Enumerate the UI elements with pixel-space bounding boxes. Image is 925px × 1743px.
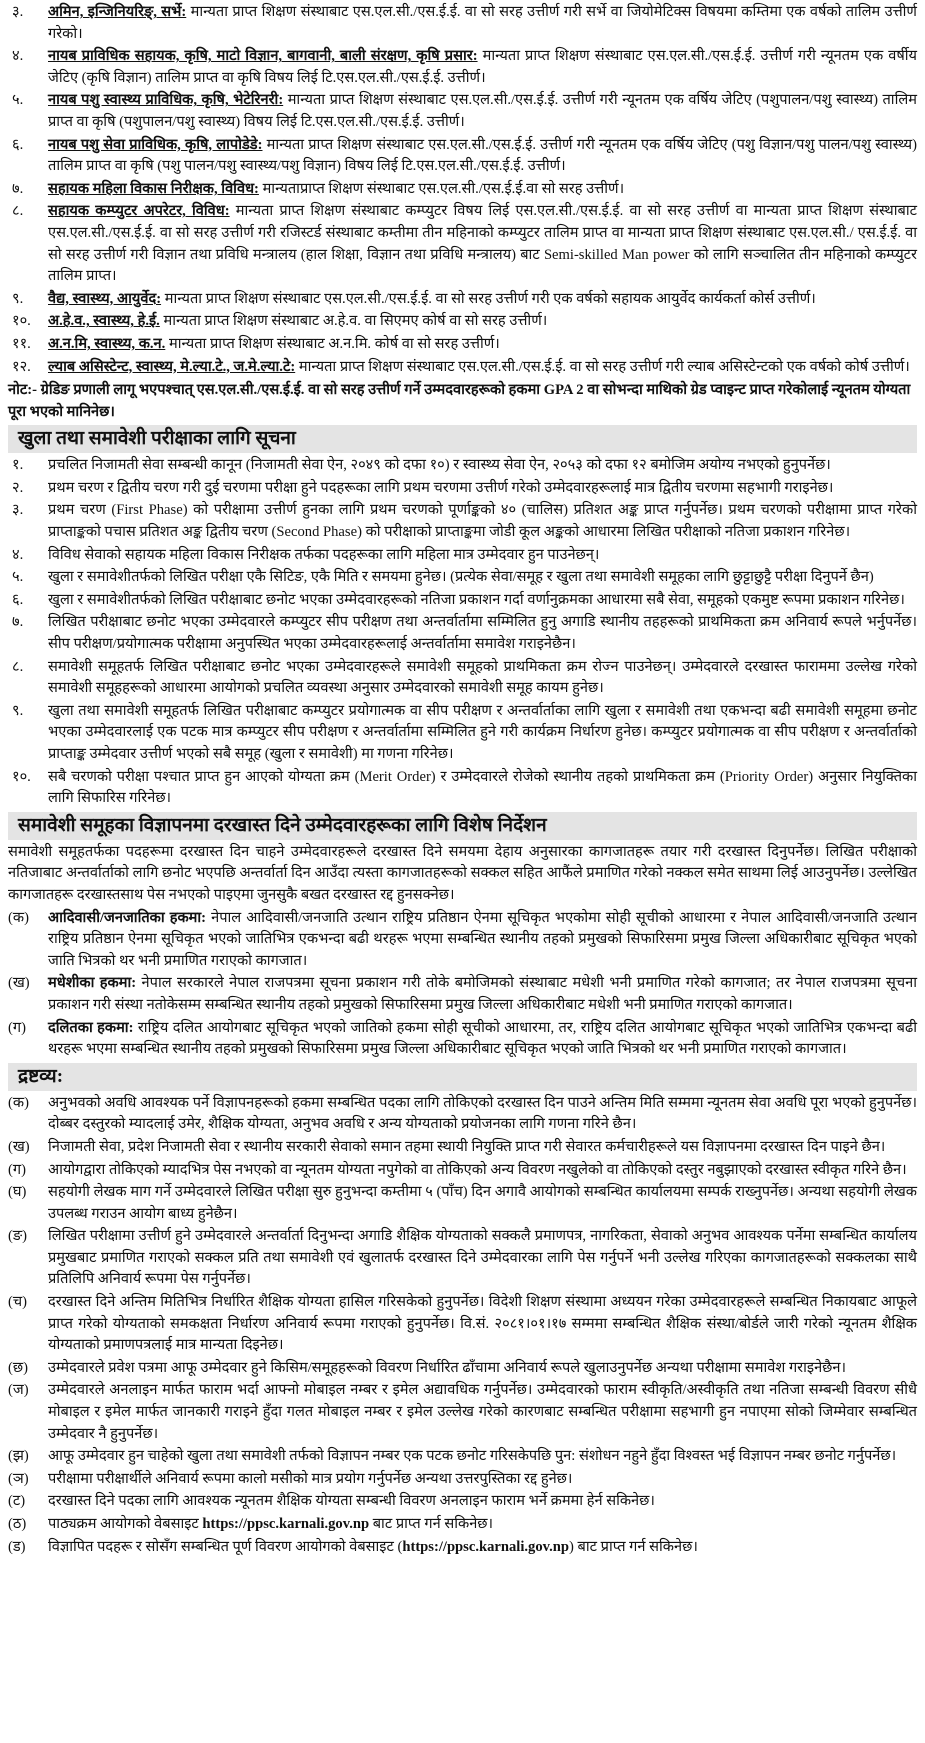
list-item — [8, 1018, 917, 1061]
item-body: पाठ्यक्रम आयोगको वेबसाइट — [48, 1516, 203, 1532]
item-number: (ग) — [8, 1161, 26, 1178]
item-body-end: ) बाट प्राप्त गर्न सकिनेछ। — [569, 1538, 698, 1555]
item-text — [48, 357, 917, 379]
item-title: सहायक महिला विकास निरीक्षक, विविध: — [48, 180, 259, 197]
item-body: विविध सेवाको सहायक महिला विकास निरीक्षक तर्फका पदहरूका लागि महिला मात्र उम्मेदवार हुन पाउनेछन्। — [48, 546, 600, 563]
item-body: खुला र समावेशीतर्फको लिखित परीक्षा एकै सिटिङ, एकै मिति र समयमा हुनेछ। (प्रत्येक सेवा/समूह र खुला तथा समावेशी समूहका लागि छुट्टाछुट्टै परीक्षा दिनुपर्ने छैन) — [48, 569, 874, 586]
list-item — [8, 612, 917, 655]
item-body: खुला तथा समावेशी समूहतर्फ लिखित परीक्षाबाट कम्प्युटर प्रयोगात्मक वा सीप परीक्षण र अन्तर्वार्ताका लागि खुला र समावेशी तथा एकभन्दा बढी समावेशी समूहमा छनोट भएका उम्मेदवारलाई एक पटक मात्र कम्प्युटर सीप परीक्षण र अन्तर्वार्तामा सम्मिलित हुने गरी कार्यक्रम निर्धारण हुनेछ। कम्प्युटर प्रयोगात्मक वा सीप परीक्षण र अन्तर्वार्ताको प्राप्ताङ्क उम्मेदवार उत्तीर्ण भएको सबै समूह (खुला र समावेशी) मा गणना गरिनेछ। — [48, 702, 917, 762]
item-number: ८. — [12, 203, 24, 220]
item-text — [48, 767, 917, 810]
list-item — [8, 1491, 917, 1513]
inclusive-intro: समावेशी समूहतर्फका पदहरूमा दरखास्त दिन चाहने उम्मेदवारहरूले दरखास्त दिने समयमा देहाय अनुसारका कागजातहरू तयार गरी दरखास्त दिनुपर्नेछ। लिखित परीक्षाको नतिजाबाट अन्तर्वार्ताको लागि छनोट भएपछि अन्तर्वार्ता दिन आउँदा त्यस्ता कागजातहरूको सक्कल सहित आफैंले प्रमाणित गरेको नक्कल समेत साथमा लिई आउनुपर्नेछ। उल्लेखित कागजातहरू दरखास्तसाथ पेस नभएको पाइएमा जुनसुकै बखत दरखास्त रद्द हुनसक्नेछ। — [8, 843, 917, 903]
item-title: ल्याब असिस्टेन्ट, स्वास्थ्य, मे.ल्या.टे., ज.मे.ल्या.टे: — [48, 358, 296, 375]
list-item — [8, 545, 917, 567]
list-item — [8, 1469, 917, 1491]
item-body: आफू उम्मेदवार हुन चाहेको खुला तथा समावेशी तर्फको विज्ञापन नम्बर एक पटक छनोट गरिसकेपछि पुन: संशोधन नहुने हुँदा विश्वस्त भई विज्ञापन नम्बर छनोट गर्नुपर्नेछ। — [48, 1448, 897, 1465]
item-title: सहायक कम्प्युटर अपरेटर, विविध: — [48, 203, 230, 220]
item-number: (ज) — [8, 1382, 29, 1399]
open-inclusive-list — [8, 455, 917, 810]
website-link[interactable]: https://ppsc.karnali.gov.np — [202, 1516, 370, 1532]
item-text — [48, 46, 917, 89]
item-title: वैद्य, स्वास्थ्य, आयुर्वेद: — [48, 290, 162, 307]
grading-note: नोट:- ग्रेडिङ प्रणाली लागू भएपश्चात् एस.एल.सी./एस.ई.ई. वा सो सरह उत्तीर्ण गर्ने उम्मदवारहरूको हकमा GPA 2 वा सोभन्दा माथिको ग्रेड प्वाइन्ट प्राप्त गरेकोलाई न्यूनतम योग्यता पूरा भएको मानिनेछ। — [8, 382, 911, 420]
list-item — [8, 90, 917, 133]
item-number: (ङ) — [8, 1228, 28, 1245]
item-text — [48, 1292, 917, 1357]
item-number: ७. — [12, 614, 24, 631]
list-item — [8, 1446, 917, 1468]
item-title: आदिवासी/जनजातिका हकमा: — [48, 909, 207, 926]
item-text — [48, 90, 917, 133]
item-body: मान्यता प्राप्त शिक्षण संस्थाबाट एस.एल.सी./एस.ई.ई. उत्तीर्ण गरी न्यूनतम एक वर्षिय जेटिए (पशु विज्ञान/पशु पालन/पशु स्वास्थ्य) तालिम प्राप्त वा कृषि (पशु पालन/पशु स्वास्थ्य/पशु विज्ञान) विषय लिई टि.एस.एल.सी./एस.ई.ई. उत्तीर्ण। — [48, 136, 917, 175]
item-body: सहयोगी लेखक माग गर्ने उम्मेदवारले लिखित परीक्षा सुरु हुनुभन्दा कम्तीमा ५ (पाँच) दिन अगावै आयोगको सम्बन्धित कार्यालयमा सम्पर्क राख्नुपर्नेछ। अन्यथा सहयोगी लेखक उपलब्ध गराउन आयोग बाध्य हुनेछैन। — [48, 1184, 917, 1222]
item-body: लिखित परीक्षाबाट छनोट भएका उम्मेदवारले कम्प्युटर सीप परीक्षण तथा अन्तर्वार्तामा सम्मिलित हुनु अगाडि स्थानीय तहहरूको प्राथमिकता क्रम अनिवार्य रूपले भर्नुपर्नेछ। सीप परीक्षण/प्रयोगात्मक परीक्षामा अनुपस्थित भएका उम्मेदवारहरूलाई अन्तर्वार्तामा समावेश गराइनेछैन। — [48, 614, 917, 653]
item-text — [48, 1093, 917, 1136]
item-body: मान्यता प्राप्त शिक्षण संस्थाबाट एस.एल.सी./एस.ई.ई. उत्तीर्ण गरी न्यूनतम एक वर्षिय जेटिए (पशुपालन/पशु स्वास्थ्य) तालिम प्राप्त वा कृषि (पशुपालन/पशु स्वास्थ्य) विषय लिई टि.एस.एल.सी./एस.ई.ई. उत्तीर्ण। — [48, 92, 917, 130]
item-body: दरखास्त दिने पदका लागि आवश्यक न्यूनतम शैक्षिक योग्यता सम्बन्धी विवरण अनलाइन फाराम भर्ने क्रममा हेर्न सकिनेछ। — [48, 1493, 655, 1510]
list-item — [8, 201, 917, 287]
item-text — [48, 500, 917, 543]
item-text — [48, 478, 917, 500]
item-text — [48, 179, 917, 201]
item-number: १. — [12, 457, 24, 474]
item-text — [48, 1491, 917, 1513]
item-body: मान्यता प्राप्त शिक्षण संस्थाबाट एस.एल.सी./एस.ई.ई. उत्तीर्ण गरी न्यूनतम एक वर्षीय जेटिए (कृषि विज्ञान) तालिम प्राप्त वा कृषि विषय लिई टि.एस.एल.सी./एस.ई.ई. उत्तीर्ण। — [48, 48, 917, 86]
item-number: (छ) — [8, 1359, 28, 1376]
item-body: नेपाल सरकारले नेपाल राजपत्रमा सूचना प्रकाशन गरी तोके बमोजिमको संस्थाबाट मधेशी भनी प्रमाणित गरेको कागजात; तर नेपाल राजपत्रमा सूचना प्रकाशन गरी संस्था नतोकेसम्म सम्बन्धित स्थानीय तहको प्रमुखको सिफारिसमा प्रमुख जिल्ला अधिकारीबाट मधेशी भनी प्रमाणित गराएको कागजात। — [48, 975, 917, 1013]
item-number: ९. — [12, 702, 24, 719]
item-text — [48, 973, 917, 1016]
list-item — [8, 767, 917, 810]
item-body: आयोगद्वारा तोकिएको म्यादभित्र पेस नभएको वा न्यूनतम योग्यता नपुगेको वा तोकिएको अन्य विवरण नखुलेको वा तोकिएको दस्तुर नबुझाएको दरखास्त स्वीकृत गरिने छैन। — [48, 1161, 907, 1178]
item-body: सबै चरणको परीक्षा पश्चात प्राप्त हुन आएको योग्यता क्रम (Merit Order) र उम्मेदवारले रोजेको स्थानीय तहको प्राथमिकता क्रम (Priority Order) अनुसार नियुक्तिका लागि सिफारिस गरिनेछ। — [48, 768, 917, 807]
item-title: नायब पशु सेवा प्राविधिक, कृषि, लापोडेडे: — [48, 136, 263, 153]
item-number: ७. — [12, 180, 24, 197]
item-number: ६. — [12, 591, 24, 608]
list-item — [8, 657, 917, 700]
item-number: (ड) — [8, 1538, 26, 1555]
item-number: (च) — [8, 1294, 27, 1311]
item-title: अ.न.मि, स्वास्थ्य, क.न. — [48, 335, 166, 352]
item-number: १०. — [12, 313, 31, 330]
item-text — [48, 289, 917, 311]
item-number: (क) — [8, 1094, 29, 1111]
notes-list — [8, 1093, 917, 1558]
item-number: (झ) — [8, 1448, 29, 1465]
item-body: राष्ट्रिय दलित आयोगबाट सूचिकृत भएको जातिको हकमा सोही सूचीको आधारमा, तर, राष्ट्रिय दलित आयोगबाट सूचिकृत भएको जातिभित्र एकभन्दा बढी थरहरू भएमा सम्बन्धित स्थानीय तहको प्रमुखको सिफारिसमा प्रमुख जिल्ला अधिकारीबाट सूचिकृत भएको जाति भित्रको थर भनी प्रमाणित गराएको कागजात। — [48, 1019, 917, 1058]
item-number: (घ) — [8, 1184, 27, 1201]
item-title: अमिन, इन्जिनियरिङ्, सर्भे: — [48, 4, 187, 20]
item-number: ५. — [12, 92, 24, 109]
list-item — [8, 46, 917, 89]
item-number: ३. — [12, 4, 24, 20]
item-number: (ठ) — [8, 1516, 27, 1532]
item-body: मान्यता प्राप्त शिक्षण संस्थाबाट एस.एल.सी./एस.ई.ई. वा सो सरह उत्तीर्ण गरी ल्याब असिस्टेन्टको एक वर्षको कोर्ष उत्तीर्ण। — [295, 358, 910, 375]
item-body: मान्यता प्राप्त शिक्षण संस्थाबाट अ.न.मि. कोर्ष वा सो सरह उत्तीर्ण। — [165, 335, 500, 352]
item-body: नेपाल आदिवासी/जनजाति उत्थान राष्ट्रिय प्रतिष्ठान ऐनमा सूचिकृत भएकोमा सोही सूचीको आधारमा र नेपाल आदिवासी/जनजाति उत्थान राष्ट्रिय प्रतिष्ठान ऐनमा सूचिकृत भएको जातिभित्र एकभन्दा बढी थरहरू भएमा सम्बन्धित स्थानीय तहको प्रमुखको सिफारिसमा प्रमुख जिल्ला अधिकारीबाट सूचिकृत भएको जाति भित्रको थर भनी प्रमाणित गराएको कागजात। — [48, 909, 918, 969]
item-text — [48, 1358, 917, 1380]
item-number: ६. — [12, 136, 24, 153]
list-item — [8, 1137, 917, 1159]
qualification-list — [8, 2, 917, 378]
item-body: उम्मेदवारले अनलाइन मार्फत फाराम भर्दा आफ्नो मोबाइल नम्बर र इमेल अद्यावधिक गर्नुपर्नेछ। उम्मेदवारको फाराम स्वीकृति/अस्वीकृति तथा नतिजा सम्बन्धी विवरण सीधै मोबाइल र इमेल मार्फत जानकारी गराइने हुँदा गलत मोबाइल नम्बर र इमेल उल्लेख गरेको कारणबाट सम्बन्धित परीक्षामा सहभागी हुन नपाएमा सोको जिम्मेवार सम्बन्धित उम्मेदवार नै हुनुपर्नेछ। — [48, 1382, 917, 1442]
list-item — [8, 1537, 917, 1559]
item-body: मान्यता प्राप्त शिक्षण संस्थाबाट एस.एल.सी./एस.ई.ई. वा सो सरह उत्तीर्ण गरी सर्भे वा जियोमेटिक्स विषयमा कम्तिमा एक वर्षको तालिम उत्तीर्ण गरेको। — [48, 4, 917, 42]
item-text — [48, 1137, 917, 1159]
item-body: खुला र समावेशीतर्फको लिखित परीक्षाबाट छनोट भएका उम्मेदवारहरूको नतिजा प्रकाशन गर्दा वर्णानुक्रमका आधारमा सबै सेवा, समूहको एकमुष्ट रूपमा प्रकाशन गरिनेछ। — [48, 591, 905, 608]
list-item — [8, 455, 917, 477]
list-item — [8, 1292, 917, 1357]
list-item — [8, 357, 917, 379]
section-notes-title: द्रष्टव्य: — [8, 1063, 917, 1091]
item-number: ४. — [12, 546, 24, 563]
list-item — [8, 179, 917, 201]
list-item — [8, 2, 917, 45]
item-body-end: बाट प्राप्त गर्न सकिनेछ। — [369, 1516, 494, 1532]
item-title: मधेशीका हकमा: — [48, 975, 137, 992]
item-body: परीक्षामा परीक्षार्थीले अनिवार्य रूपमा कालो मसीको मात्र प्रयोग गर्नुपर्नेछ अन्यथा उत्तरपुस्तिका रद्द हुनेछ। — [48, 1470, 573, 1487]
item-number: ११. — [12, 335, 31, 352]
item-text — [48, 657, 917, 700]
item-body: लिखित परीक्षामा उत्तीर्ण हुने उम्मेदवारले अन्तर्वार्ता दिनुभन्दा अगाडि शैक्षिक योग्यताको सक्कलै प्रमाणपत्र, नागरिकता, सेवाको अनुभव आवश्यक पर्नेमा सम्बन्धित कार्यालय प्रमुखबाट प्रमाणित गराएको सक्कल प्रति तथा समावेशी एवं खुलातर्फ दरखास्त दिने उम्मेदवारका लागि पेस गर्नुपर्ने भनी उल्लेख गरिएका कागजातहरूको सक्कलका साथै प्रतिलिपि अनिवार्य रूपमा पेस गर्नुपर्नेछ। — [48, 1228, 917, 1288]
item-text — [48, 1537, 917, 1559]
list-item — [8, 908, 917, 973]
list-item — [8, 1093, 917, 1136]
item-body: दरखास्त दिने अन्तिम मितिभित्र निर्धारित शैक्षिक योग्यता हासिल गरिसकेको हुनुपर्नेछ। विदेशी शिक्षण संस्थामा अध्ययन गरेका उम्मेदवारहरूले सम्बन्धित निकायबाट आफूले प्राप्त गरेको योग्यताको समकक्षता निर्धारण अनिवार्य रूपमा गराएको हुनुपर्नेछ। वि.सं. २०८१।०१।१७ सम्ममा सम्बन्धित शैक्षिक संस्था/बोर्डले जारी गरेको न्यूनतम शैक्षिक योग्यताको प्रमाणपत्रलाई मात्र मान्यता दिइनेछ। — [48, 1294, 917, 1354]
item-number: (ट) — [8, 1493, 26, 1510]
item-number: ५. — [12, 569, 24, 586]
item-body: प्रथम चरण (First Phase) को परीक्षामा उत्तीर्ण हुनका लागि प्रथम चरणको पूर्णाङ्कको ४० (चालिस) प्रतिशत अङ्क प्राप्त गर्नुपर्नेछ। प्रथम चरणको परीक्षामा प्राप्त गरेको प्राप्ताङ्कको पचास प्रतिशत अङ्क द्वितीय चरण (Second Phase) को परीक्षाको प्राप्ताङ्कमा जोडी कूल अङ्कको आधारमा लिखित परीक्षाको नतिजा प्रकाशन गरिनेछ। — [48, 502, 917, 541]
item-text — [48, 1380, 917, 1445]
list-item — [8, 567, 917, 589]
list-item — [8, 590, 917, 612]
section-inclusive-instructions-title: समावेशी समूहका विज्ञापनमा दरखास्त दिने उम्मेदवारहरूका लागि विशेष निर्देशन — [8, 812, 917, 840]
item-text — [48, 455, 917, 477]
item-text — [48, 1226, 917, 1291]
item-text — [48, 1469, 917, 1491]
item-number: (ग) — [8, 1019, 26, 1036]
item-text — [48, 2, 917, 45]
item-text — [48, 567, 917, 589]
item-text — [48, 1514, 917, 1536]
item-number: (ख) — [8, 1138, 30, 1155]
item-text — [48, 1018, 917, 1061]
item-number: (क) — [8, 909, 29, 926]
item-body: मान्यता प्राप्त शिक्षण संस्थाबाट अ.हे.व. वा सिएमए कोर्ष वा सो सरह उत्तीर्ण। — [159, 313, 548, 330]
item-body: मान्यताप्राप्त शिक्षण संस्थाबाट एस.एल.सी./एस.ई.ई.वा सो सरह उत्तीर्ण। — [258, 180, 625, 197]
item-text — [48, 1182, 917, 1225]
item-title: नायब पशु स्वास्थ्य प्राविधिक, कृषि, भेटेरिनरी: — [48, 92, 284, 109]
item-text — [48, 908, 917, 973]
list-item — [8, 289, 917, 311]
list-item — [8, 701, 917, 766]
item-title: नायब प्राविधिक सहायक, कृषि, माटो विज्ञान, बागवानी, बाली संरक्षण, कृषि प्रसार: — [48, 48, 478, 65]
item-body: मान्यता प्राप्त शिक्षण संस्थाबाट कम्प्युटर विषय लिई एस.एल.सी./एस.ई.ई. वा सो सरह उत्तीर्ण वा मान्यता प्राप्त शिक्षण संस्थाबाट एस.एल.सी./एस.ई.ई. वा सो सरह उत्तीर्ण गरी रजिस्टर्ड संस्थाबाट कम्तीमा तीन महिनाको कम्प्युटर तालिम प्राप्त वा मान्यता प्राप्त शिक्षण संस्थाबाट एस.एल.सी./ एस.ई.ई. वा सो सरह उत्तीर्ण गरी विज्ञान तथा प्रविधि मन्त्रालय (हाल शिक्षा, विज्ञान तथा प्रविधि मन्त्रालय) बाट Semi-skilled Man power को लागि सञ्चालित तीन महिनाको कम्प्युटर तालिम प्राप्त। — [48, 203, 917, 285]
item-body: निजामती सेवा, प्रदेश निजामती सेवा र स्थानीय सरकारी सेवाको समान तहमा स्थायी नियुक्ति प्राप्त गरी सेवारत कर्मचारीहरूले यस विज्ञापनमा दरखास्त दिन पाइने छैन। — [48, 1138, 886, 1155]
list-item — [8, 1380, 917, 1445]
item-text — [48, 1160, 917, 1182]
item-body: मान्यता प्राप्त शिक्षण संस्थाबाट एस.एल.सी./एस.ई.ई. वा सो सरह उत्तीर्ण गरी एक वर्षको सहायक आयुर्वेद कार्यकर्ता कोर्स उत्तीर्ण। — [161, 290, 816, 307]
item-number: २. — [12, 479, 24, 496]
item-body: प्रथम चरण र द्वितीय चरण गरी दुई चरणमा परीक्षा हुने पदहरूका लागि प्रथम चरणमा उत्तीर्ण गरेको उम्मेदवारहरूलाई मात्र द्वितीय चरणमा सहभागी गराइनेछ। — [48, 479, 834, 496]
item-number: ९. — [12, 290, 24, 307]
list-item — [8, 1182, 917, 1225]
item-title: अ.हे.व., स्वास्थ्य, हे.ई. — [48, 313, 160, 330]
list-item — [8, 973, 917, 1016]
list-item — [8, 1514, 917, 1536]
item-number: ३. — [12, 502, 24, 519]
item-text — [48, 701, 917, 766]
item-text — [48, 135, 917, 178]
list-item — [8, 478, 917, 500]
item-number: १०. — [12, 768, 31, 785]
list-item — [8, 1226, 917, 1291]
section-open-inclusive-title: खुला तथा समावेशी परीक्षाका लागि सूचना — [8, 425, 917, 453]
item-text — [48, 201, 917, 287]
item-body: अनुभवको अवधि आवश्यक पर्ने विज्ञापनहरूको हकमा सम्बन्धित पदका लागि तोकिएको दरखास्त दिन पाउने अन्तिम मिति सम्ममा न्यूनतम सेवा अवधि पूरा भएको हुनुपर्नेछ। दोब्बर दस्तुरको म्यादलाई उमेर, शैक्षिक योग्यता, अनुभव अवधि र अन्य योग्यताको प्रयोजनका लागि गणना गरिने छैन। — [48, 1094, 917, 1133]
item-body: उम्मेदवारले प्रवेश पत्रमा आफू उम्मेदवार हुने किसिम/समूहहरूको विवरण निर्धारित ढाँचामा अनिवार्य रूपले खुलाउनुपर्नेछ अन्यथा परीक्षामा समावेश गराइनेछैन। — [48, 1359, 847, 1376]
list-item — [8, 1358, 917, 1380]
list-item — [8, 135, 917, 178]
item-body: विज्ञापित पदहरू र सोसँग सम्बन्धित पूर्ण विवरण आयोगको वेबसाइट ( — [48, 1538, 403, 1555]
item-number: ४. — [12, 48, 24, 65]
item-text — [48, 612, 917, 655]
list-item — [8, 311, 917, 333]
list-item — [8, 334, 917, 356]
list-item — [8, 500, 917, 543]
item-body: समावेशी समूहतर्फ लिखित परीक्षाबाट छनोट भएका उम्मेदवारहरूले समावेशी समूहको प्राथमिकता क्रम रोज्न पाउनेछन्। उम्मेदवारले दरखास्त फाराममा उल्लेख गरेको समावेशी समूहहरूको आधारमा आयोगको प्रचलित व्यवस्था अनुसार उम्मेदवारको समावेशी समूह कायम हुनेछ। — [48, 658, 917, 697]
item-text — [48, 1446, 917, 1468]
item-text — [48, 590, 917, 612]
list-item — [8, 1160, 917, 1182]
item-number: १२. — [12, 358, 31, 375]
item-number: (ञ) — [8, 1470, 29, 1487]
item-number: ८. — [12, 658, 24, 675]
website-link[interactable]: https://ppsc.karnali.gov.np — [402, 1538, 570, 1555]
item-text — [48, 311, 917, 333]
item-number: (ख) — [8, 975, 30, 992]
item-text — [48, 334, 917, 356]
item-body: प्रचलित निजामती सेवा सम्बन्धी कानून (निजामती सेवा ऐन, २०४९ को दफा १०) र स्वास्थ्य सेवा ऐन, २०५३ को दफा १२ बमोजिम अयोग्य नभएको हुनुपर्नेछ। — [48, 457, 831, 474]
item-text — [48, 545, 917, 567]
inclusive-docs-list — [8, 908, 917, 1061]
item-title: दलितका हकमा: — [48, 1019, 134, 1036]
